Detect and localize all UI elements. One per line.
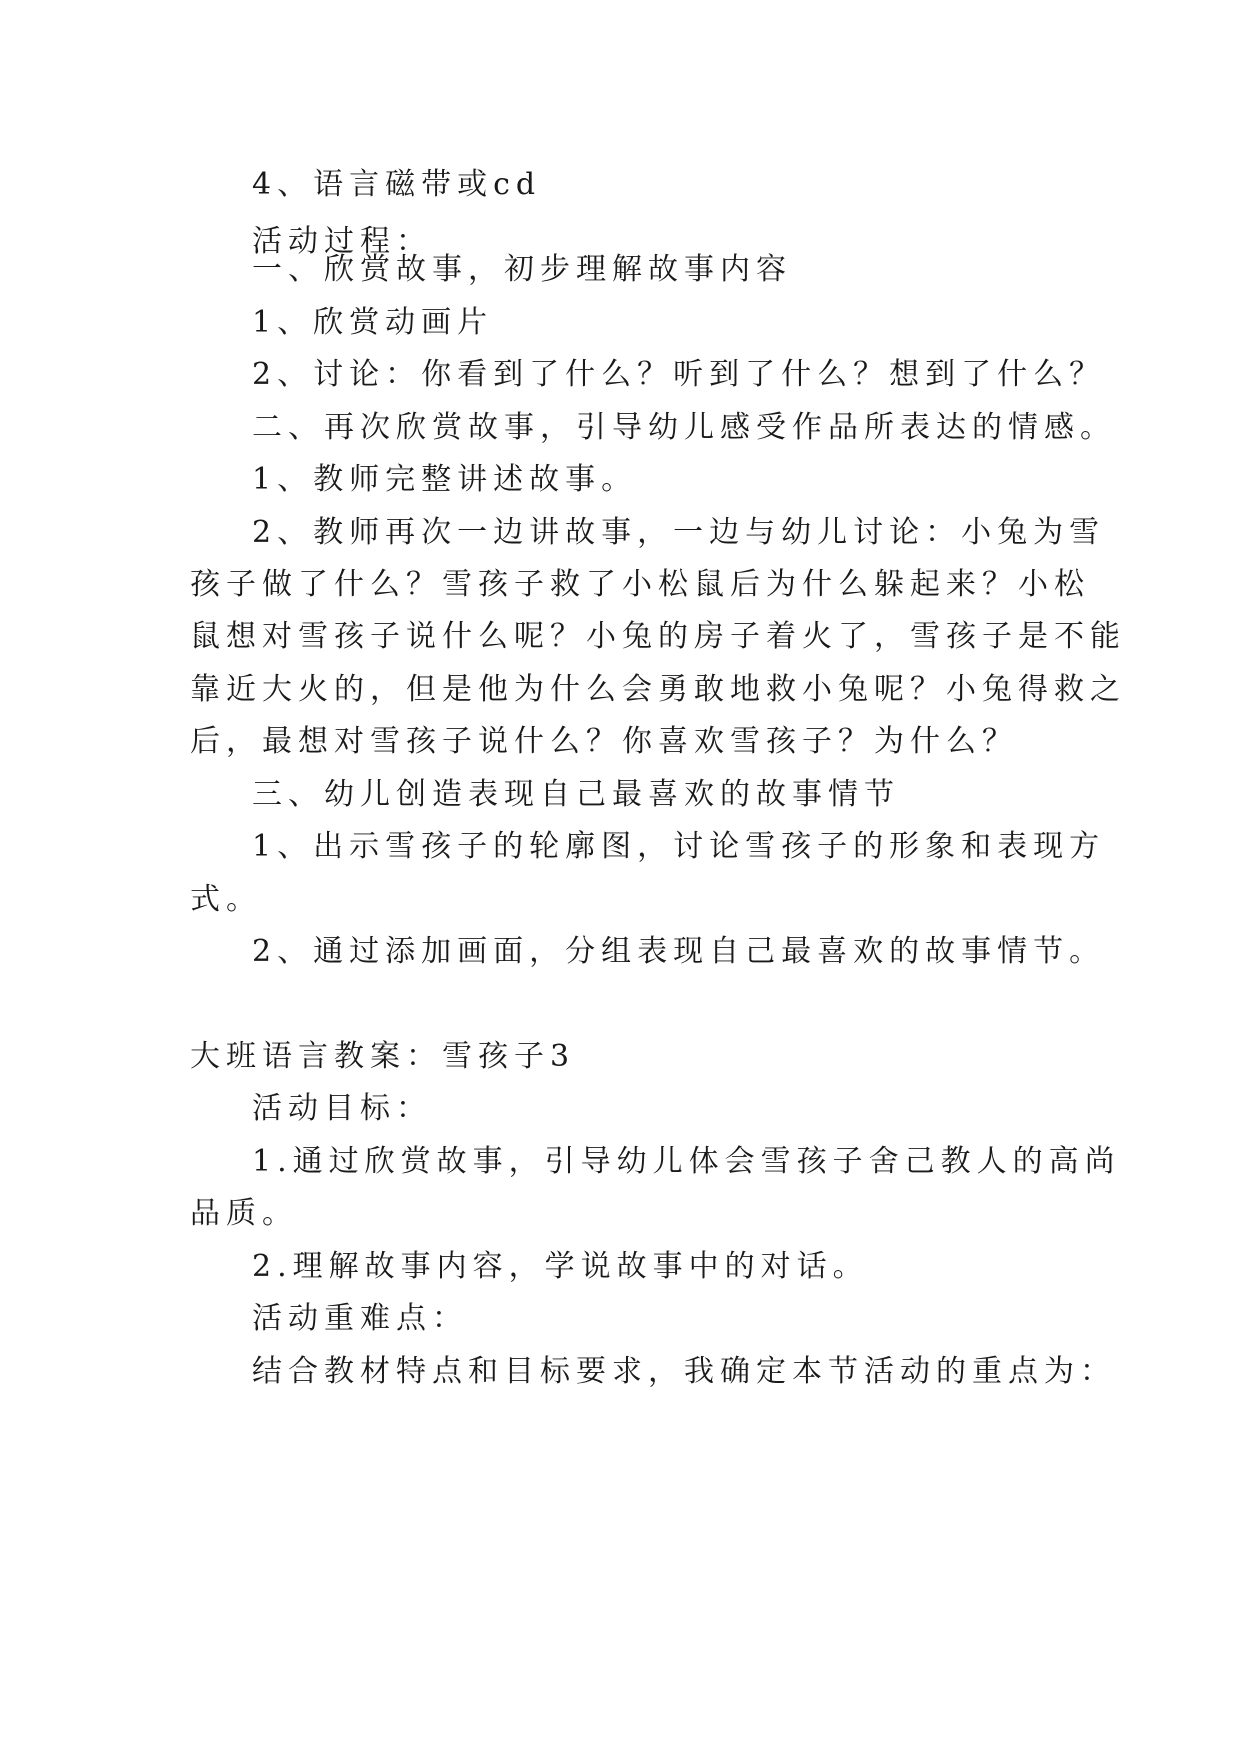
section-heading-activity-goals: 活动目标：	[252, 1091, 432, 1126]
goal-item-1: 1.通过欣赏故事，引导幼儿体会雪孩子舍己教人的高尚	[252, 1144, 1121, 1179]
section-heading-key-points: 活动重难点：	[252, 1301, 468, 1336]
step-3-item-1: 1、出示雪孩子的轮廓图，讨论雪孩子的形象和表现方	[252, 829, 1106, 864]
paragraph-line: 品质。	[190, 1196, 298, 1231]
section-title: 大班语言教案：雪孩子3	[190, 1039, 576, 1074]
paragraph-line: 后，最想对雪孩子说什么？你喜欢雪孩子？为什么？	[190, 724, 1018, 759]
step-heading-2: 二、再次欣赏故事，引导幼儿感受作品所表达的情感。	[252, 410, 1116, 445]
paragraph-line: 鼠想对雪孩子说什么呢？小兔的房子着火了，雪孩子是不能	[190, 619, 1126, 654]
step-2-item-1: 1、教师完整讲述故事。	[252, 462, 638, 497]
step-heading-1: 一、欣赏故事，初步理解故事内容	[252, 252, 792, 287]
step-heading-3: 三、幼儿创造表现自己最喜欢的故事情节	[252, 777, 900, 812]
paragraph-line: 孩子做了什么？雪孩子救了小松鼠后为什么躲起来？小松	[190, 567, 1090, 602]
paragraph-line: 式。	[190, 882, 262, 917]
paragraph-line: 靠近大火的，但是他为什么会勇敢地救小兔呢？小兔得救之	[190, 672, 1126, 707]
materials-item-4: 4、语言磁带或cd	[252, 167, 542, 202]
step-3-item-2: 2、通过添加画面，分组表现自己最喜欢的故事情节。	[252, 934, 1106, 969]
paragraph-line: 结合教材特点和目标要求，我确定本节活动的重点为：	[252, 1354, 1116, 1389]
step-1-item-1: 1、欣赏动画片	[252, 305, 494, 340]
section-heading-activity-process: 活动过程：	[252, 224, 432, 259]
step-2-item-2: 2、教师再次一边讲故事，一边与幼儿讨论：小兔为雪	[252, 515, 1106, 550]
goal-item-2: 2.理解故事内容，学说故事中的对话。	[252, 1249, 869, 1284]
step-1-item-2: 2、讨论：你看到了什么？听到了什么？想到了什么？	[252, 357, 1106, 392]
